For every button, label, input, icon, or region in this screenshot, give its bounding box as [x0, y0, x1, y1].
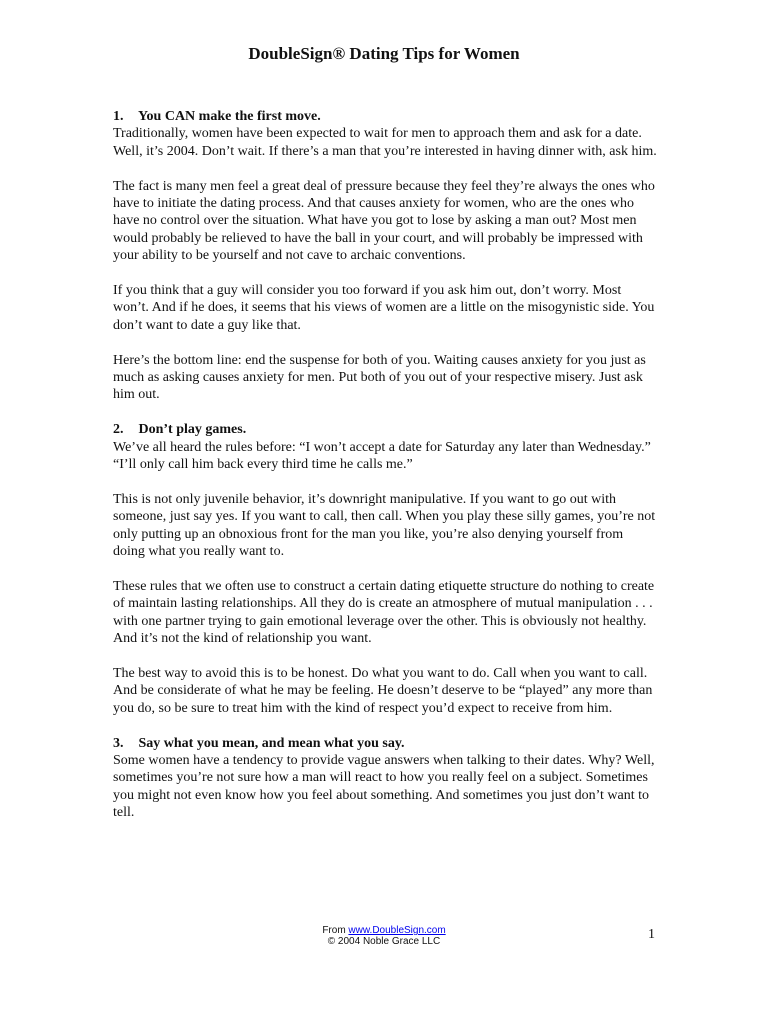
section-heading	[113, 735, 658, 752]
paragraph: We’ve all heard the rules before: “I won’t accept a date for Saturday any later than Wednesday.” “I’ll only call him back every third time he calls me.”	[113, 439, 651, 473]
page-number: 1	[648, 927, 655, 942]
section-heading	[113, 421, 658, 438]
paragraph: If you think that a guy will consider you too forward if you ask him out, don’t worry. Most won’t. And if he does, it seems that his views of women are a little on the misogynistic side. You don’t want to date a guy like that.	[113, 283, 655, 333]
section-number: 1.	[113, 109, 124, 124]
section-heading	[113, 108, 658, 125]
section-1	[113, 108, 658, 404]
footer-from-label: From	[322, 925, 349, 936]
page-title: DoubleSign® Dating Tips for Women	[248, 44, 520, 63]
footer-copyright: © 2004 Noble Grace LLC	[327, 936, 441, 947]
section-title: You CAN make the first move.	[137, 109, 321, 124]
paragraph: These rules that we often use to construct a certain dating etiquette structure do nothing to create of maintain lasting relationships. All they do is create an atmosphere of mutual manipulation . . . with one partner trying to gain emotional leverage over the other. This is obviously not healthy. And it’s not the kind of relationship you want.	[113, 578, 655, 647]
section-3	[113, 735, 658, 822]
paragraph: This is not only juvenile behavior, it’s downright manipulative. If you want to go out with someone, just say yes. If you want to call, then call. When you play these silly games, you’re not only putting up an obnoxious front for the man you like, you’re also denying yourself from doing what you really want to.	[113, 491, 656, 560]
section-title: Don’t play games.	[138, 422, 247, 438]
paragraph: Traditionally, women have been expected to wait for men to approach them and ask for a date. Well, it’s 2004. Don’t wait. If there’s a man that you’re interested in having dinner with, ask him.	[113, 126, 657, 159]
paragraph: Some women have a tendency to provide vague answers when talking to their dates. Why? Well, sometimes you’re not sure how a man will react to how you really feel on a subject. Sometimes you might not even know how you feel about something. And sometimes you just don’t want to tell.	[113, 752, 655, 821]
paragraph: The best way to avoid this is to be honest. Do what you want to do. Call when you want to call. And be considerate of what he may be feeling. He doesn’t deserve to be “played” any more than you do, so be sure to treat him with the kind of respect you’d expect to receive from him.	[113, 665, 653, 716]
paragraph: Here’s the bottom line: end the suspense for both of you. Waiting causes anxiety for you just as much as asking causes anxiety for men. Put both of you out of your respective misery. Just ask him out.	[113, 352, 646, 403]
section-2	[113, 421, 658, 717]
section-number: 3.	[113, 735, 124, 751]
paragraph: The fact is many men feel a great deal of pressure because they feel they’re always the ones who have to initiate the dating process. And that causes anxiety for women, who are the ones who have no control over the situation. What have you got to lose by asking a man out? Most men would probably be relieved to have the ball in your court, and will probably be impressed with your ability to be yourself and not cave to archaic conventions.	[113, 178, 655, 264]
document-body	[113, 108, 658, 839]
section-number: 2.	[113, 422, 124, 438]
section-title: Say what you mean, and mean what you say.	[138, 735, 405, 751]
doublesign-link[interactable]: www.DoubleSign.com	[348, 925, 446, 936]
